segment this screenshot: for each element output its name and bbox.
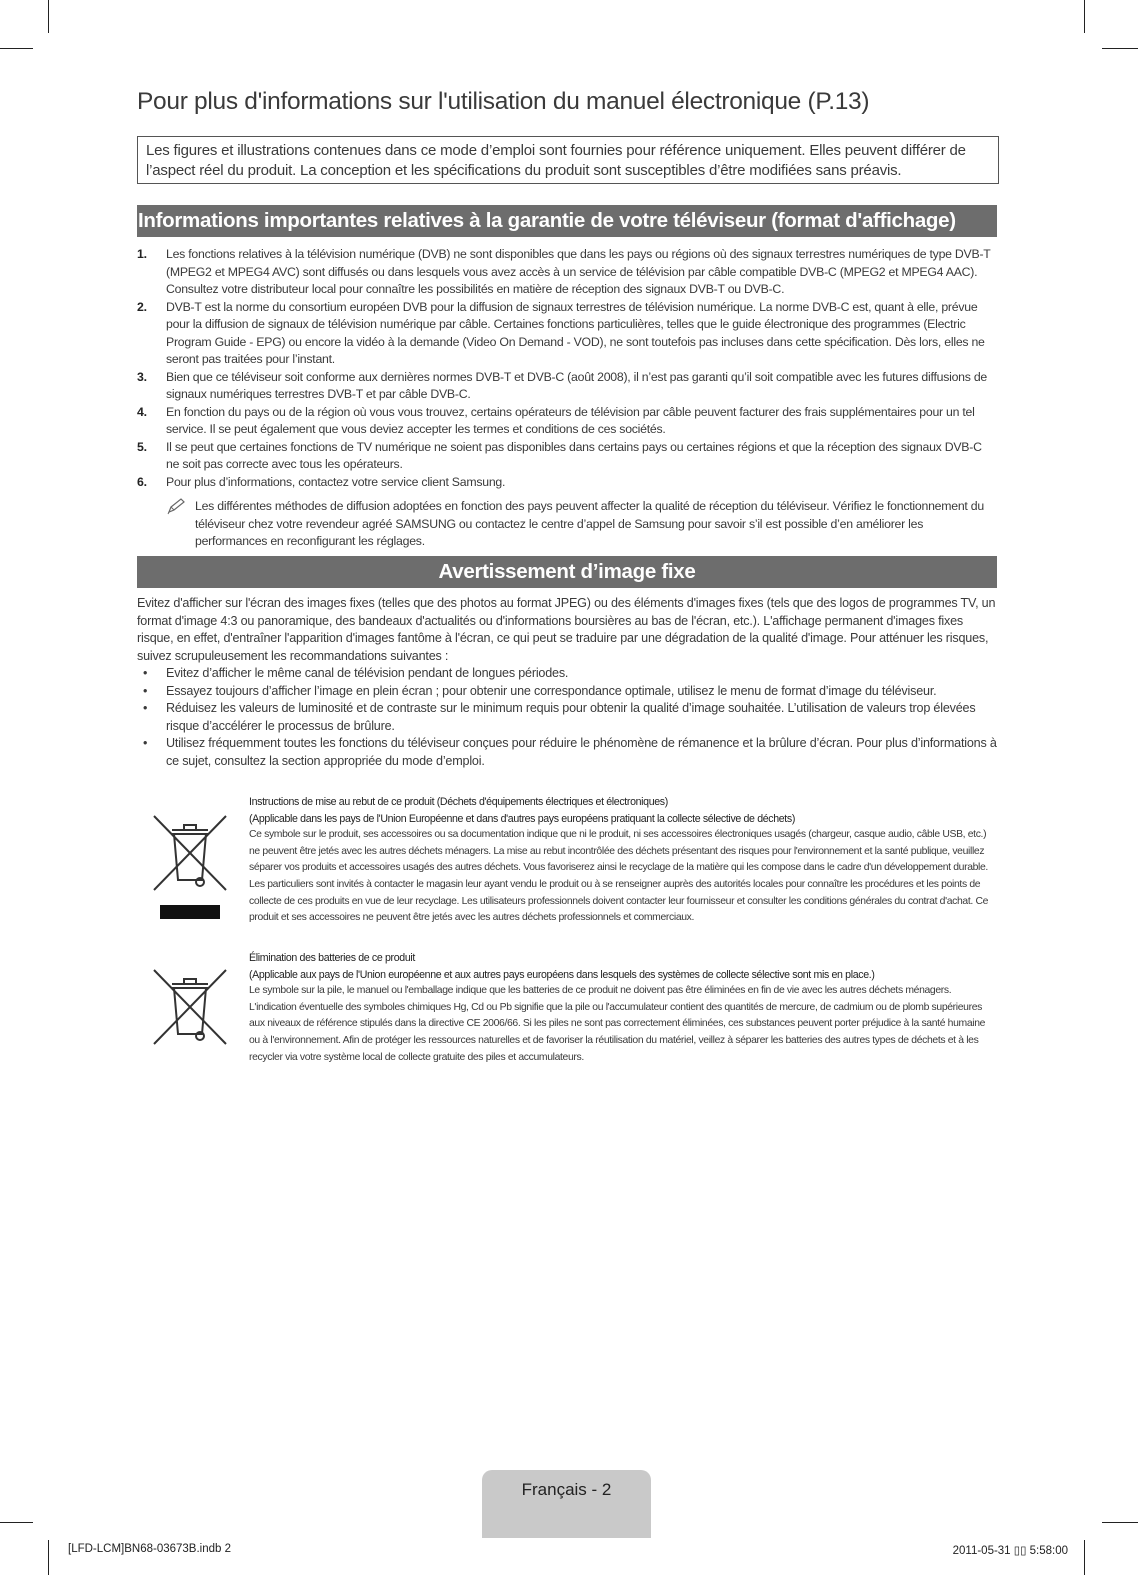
- item-number: 6.: [137, 474, 147, 489]
- file-slug: [LFD-LCM]BN68-03673B.indb 2: [68, 1543, 231, 1555]
- item-number: 1.: [137, 247, 147, 261]
- item-number: 3.: [137, 369, 147, 384]
- item-text: En fonction du pays ou de la région où vous vous trouvez, certains opérateurs de télévision par câble peuvent facturer des frais supplémentaires pour un tel service. Il se peut également que vous deviez accepter les termes et conditions de ces sociétés.: [166, 404, 975, 436]
- page-number-tab: [482, 1470, 651, 1538]
- warranty-list: [137, 246, 997, 491]
- item-number: 5.: [137, 439, 147, 454]
- crop-mark: [1084, 0, 1085, 33]
- battery-disposal-subheading: (Applicable aux pays de l'Union européenne et aux autres pays européens dans lesquels des systèmes de collecte sélective sont mis en place.): [249, 968, 875, 981]
- warranty-heading: Informations importantes relatives à la garantie de votre téléviseur (format d'affichage): [137, 205, 997, 237]
- product-disposal-subheading: (Applicable dans les pays de l'Union Européenne et dans d'autres pays européens pratiquant la collecte sélective de déchets): [249, 812, 796, 825]
- product-disposal-heading: Instructions de mise au rebut de ce produit (Déchets d'équipements électriques et électroniques): [249, 796, 668, 808]
- crossed-out-wheeled-bin-icon: [150, 966, 230, 1048]
- crop-mark: [0, 48, 33, 49]
- list-item: • Essayez toujours d’afficher l’image en plein écran ; pour obtenir une correspondance optimale, utilisez le menu de format d’image du téléviseur.: [137, 683, 997, 701]
- still-image-intro: Evitez d'afficher sur l'écran des images fixes (telles que des photos au format JPEG) ou des éléments d'images fixes (tels que des logos de programmes TV, un format d'image 4:3 ou panoramique, des bandeaux d'actualités ou d'informations boursières au bas de l'écran, etc.). L'affichage permanent d'images fixes risque, en effet, d'entraîner l'apparition d'images fantôme à l'écran, ce qui peut se traduire par une dégradation de la qualité d'image. Pour atténuer les risques, suivez scrupuleusement les recommandations suivantes :: [137, 596, 996, 663]
- still-image-heading: Avertissement d’image fixe: [137, 556, 997, 588]
- battery-disposal-text: Le symbole sur la pile, le manuel ou l'emballage indique que les batteries de ce produit ne doivent pas être éliminées en fin de vie avec les autres déchets ménagers. L'indication éventuelle des symboles chimiques Hg, Cd ou Pb signifie que la pile ou l'accumulateur contient des quantités de mercure, de cadmium ou de plomb supérieures aux niveaux de référence stipulés dans la directive CE 2006/66. Si les piles ne sont pas correctement éliminées, ces substances peuvent porter préjudice à la santé humaine ou à l'environnement. Afin de protéger les ressources naturelles et de favoriser la réutilisation du matériel, veillez à séparer les batteries des autres types de déchets et à les recycler via votre système local de collecte gratuite des piles et accumulateurs.: [249, 985, 986, 1063]
- list-item: [137, 439, 997, 474]
- crop-mark: [48, 1540, 49, 1575]
- item-text: Les fonctions relatives à la télévision numérique (DVB) ne sont disponibles que dans les pays ou régions où des signaux terrestres numériques de type DVB-T (MPEG2 et MPEG4 AVC) sont diffusés ou dans lesquels vous avez accès à un service de télévision par câble compatible DVB-C (MPEG2 et MPEG4 AAC). Consultez votre distributeur local pour connaître les possibilités en matière de réception des signaux DVB-T ou DVB-C.: [166, 247, 991, 296]
- list-item: [137, 369, 997, 404]
- battery-disposal-heading: Élimination des batteries de ce produit: [249, 952, 415, 964]
- crop-mark: [48, 0, 49, 33]
- separate-collection-bar: [160, 905, 220, 919]
- still-image-list: [137, 665, 997, 770]
- list-item: [137, 299, 997, 369]
- product-disposal-section: [249, 794, 997, 927]
- list-item: • Evitez d’afficher le même canal de télévision pendant de longues périodes.: [137, 665, 997, 683]
- item-number: 4.: [137, 404, 147, 419]
- item-text: Il se peut que certaines fonctions de TV numérique ne soient pas disponibles dans certains pays ou certaines régions et que la réception des signaux DVB-C ne soit pas correcte avec tous les opérateurs.: [166, 439, 982, 471]
- pencil-icon: [166, 498, 186, 515]
- crop-mark: [1102, 1522, 1138, 1523]
- product-disposal-text: Ce symbole sur le produit, ses accessoires ou sa documentation indique que ni le produit, ni ses accessoires électroniques usagés (chargeur, casque audio, câble USB, etc.) ne peuvent être jetés avec les autres déchets ménagers. La mise au rebut incontrôlée des déchets présentant des risques pour l'environnement et la santé publique, veuillez séparer vos produits et accessoires usagés des autres déchets. Vous favoriserez ainsi le recyclage de la matière qui les compose dans le cadre d'un développement durable. Les particuliers sont invités à contacter le magasin leur ayant vendu le produit ou à se renseigner auprès des autorités locales pour connaître les procédures et les points de collecte de ces produits en vue de leur recyclage. Les utilisateurs professionnels doivent contacter leur fournisseur et consulter les conditions générales du contrat d'achat. Ce produit et ses accessoires ne peuvent être jetés avec les autres déchets professionnels et commerciaux.: [249, 829, 989, 924]
- item-text: DVB-T est la norme du consortium européen DVB pour la diffusion de signaux terrestres de télévision numérique. La norme DVB-C est, quant à elle, prévue pour la diffusion de signaux de télévision numérique par câble. Certaines fonctions particulières, telles que le guide électronique des programmes (Electric Program Guide - EPG) ou encore la vidéo à la demande (Video On Demand - VOD), ne sont toutefois pas incluses dans cette spécification. Dès lors, elles ne seront pas traitées pour l’instant.: [166, 299, 985, 366]
- list-item: [137, 474, 997, 492]
- list-item: [137, 404, 997, 439]
- battery-disposal-section: [249, 950, 997, 1066]
- date-slug: 2011-05-31 ▯▯ 5:58:00: [952, 1545, 1068, 1557]
- note-text: Les différentes méthodes de diffusion adoptées en fonction des pays peuvent affecter la qualité de réception du téléviseur. Vérifiez le fonctionnement du téléviseur chez votre revendeur agréé SAMSUNG ou contactez le centre d’appel de Samsung pour savoir s’il est possible d’en améliorer les performances en reconfigurant les réglages.: [195, 499, 984, 548]
- crossed-out-wheeled-bin-icon: [150, 812, 230, 894]
- list-item: • Réduisez les valeurs de luminosité et de contraste sur le minimum requis pour obtenir la qualité d’image souhaitée. L’utilisation de valeurs trop élevées risque d’accélérer le processus de brûlure.: [137, 700, 997, 735]
- item-number: 2.: [137, 299, 147, 314]
- crop-mark: [1084, 1540, 1085, 1575]
- page-title: Pour plus d'informations sur l'utilisation du manuel électronique (P.13): [137, 88, 870, 115]
- list-item: [137, 246, 997, 299]
- disclaimer-box: Les figures et illustrations contenues dans ce mode d’emploi sont fournies pour référence uniquement. Elles peuvent différer de l’aspect réel du produit. La conception et les spécifications du produit sont susceptibles d’être modifiées sans préavis.: [137, 136, 999, 184]
- item-text: Bien que ce téléviseur soit conforme aux dernières normes DVB-T et DVB-C (août 2008), il n’est pas garanti qu’il soit compatible avec les futures diffusions de signaux numériques terrestres DVB-T et par câble DVB-C.: [166, 369, 988, 401]
- list-item: • Utilisez fréquemment toutes les fonctions du téléviseur conçues pour réduire le phénomène de rémanence et la brûlure d’écran. Pour plus d’informations à ce sujet, consultez la section appropriée du mode d’emploi.: [137, 735, 997, 770]
- crop-mark: [0, 1522, 33, 1523]
- page-number: Français - 2: [521, 1480, 612, 1499]
- crop-mark: [1102, 48, 1138, 49]
- item-text: Pour plus d’informations, contactez votre service client Samsung.: [166, 474, 506, 489]
- warranty-note: [166, 498, 996, 551]
